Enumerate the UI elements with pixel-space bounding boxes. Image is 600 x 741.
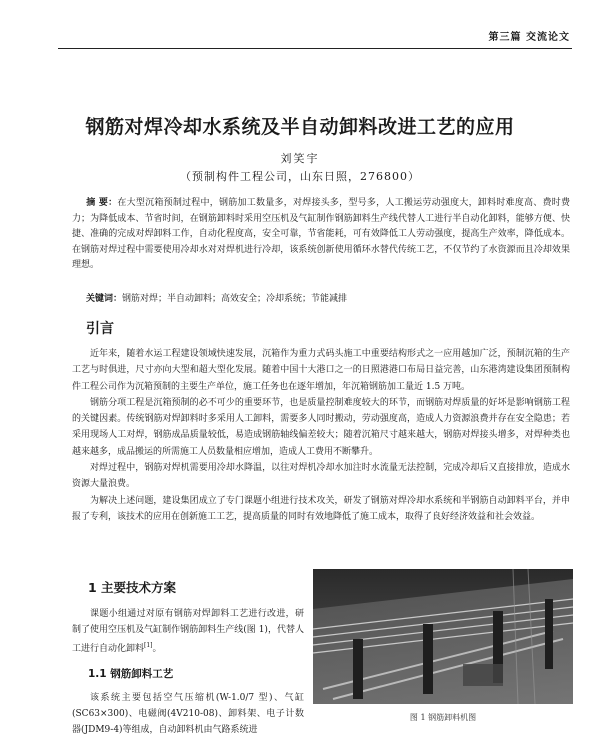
paper-title: 钢筋对焊冷却水系统及半自动卸料改进工艺的应用 [85,116,515,138]
abstract-text: 在大型沉箱预制过程中，钢筋加工数量多，对焊接头多，型号多，人工搬运劳动强度大，卸料时难度高、费时费力；为降低成本、节省时间，在钢筋卸料时采用空压机及气缸制作钢筋卸料生产线代替人工进行半自动化卸料，能够方便、快捷、准确的完成对焊卸料工作，自动化程度高，安全可靠，节省能耗，可有效降低工人劳动强度，提高生产效率，降低成本。在钢筋对焊过程中需要使用冷却水对对焊机进行冷却，该系统创新使用循环水替代传统工艺，不仅节约了水资源而且冷却效果理想。 [72,198,570,271]
keywords-text: 钢筋对焊；半自动卸料；高效安全；冷却系统；节能减排 [122,294,348,304]
intro-paragraph: 对焊过程中，钢筋对焊机需要用冷却水降温，以往对焊机冷却水加注时水流量无法控制，完成冷却后又直接排放，造成水资源大量浪费。 [72,463,570,490]
header-section-label: 第三篇 交流论文 [488,32,570,43]
author-affiliation: （预制构件工程公司，山东日照，276800） [180,170,420,183]
intro-heading: 引言 [86,321,114,337]
abstract-label: 摘 要： [86,198,118,208]
subsection-1-1-paragraph: 该系统主要包括空气压缩机(W-1.0/7 型)、气缸(SC63×300)、电磁阀(4V210-08)、卸料架、电子计数器(JDM9-4)等组成，自动卸料机由气路系统进 [72,693,304,736]
section-1-body [72,606,304,658]
keywords [86,292,570,307]
intro-paragraph: 近年来，随着水运工程建设领域快速发展，沉箱作为重力式码头施工中重要结构形式之一应用越加广泛，预制沉箱的生产工艺与时俱进，尺寸亦向大型和超大型化发展。随着中国十大港口之一的日照港港口布局日益完善，山东港湾建设集团预制构件工程公司作为沉箱预制的主要生产单位，施工任务也在逐年增加，年沉箱钢筋加工量近 1.5 万吨。 [72,349,570,392]
abstract [72,196,570,274]
section-1-end: 。 [152,644,162,655]
author-name: 刘笑宇 [280,152,320,165]
running-header [58,22,572,49]
figure-1-photo [313,569,573,704]
subsection-1-1-body [72,690,304,739]
subsection-1-1-heading: 1.1 钢筋卸料工艺 [88,668,174,680]
section-1-text: 课题小组通过对原有钢筋对焊卸料工艺进行改进，研制了使用空压机及气缸制作钢筋卸料生产线(图 1)，代替人工进行自动化卸料 [72,609,304,655]
citation-1[interactable]: [1] [144,642,153,650]
keywords-label: 关键词： [86,294,123,304]
section-1-heading: 1 主要技术方案 [88,580,177,595]
figure-1-caption: 图 1 钢筋卸料机图 [409,713,477,722]
unloading-machine-photo [313,569,573,704]
intro-paragraph: 为解决上述问题，建设集团成立了专门课题小组进行技术攻关，研发了钢筋对焊冷却水系统和半钢筋自动卸料平台，并申报了专利，该技术的应用在创新施工工艺，提高质量的同时有效地降低了施工成本，取得了良好经济效益和社会效益。 [72,495,570,522]
intro-body [72,346,570,525]
intro-paragraph: 钢筋分项工程是沉箱预制的必不可少的重要环节，也是质量控制难度较大的环节，而钢筋对焊质量的好坏是影响钢筋工程的关键因素。传统钢筋对焊卸料时多采用人工卸料，需要多人同时搬动，劳动强度高，造成人力资源浪费并存在安全隐患；若采用现场人工对焊，钢筋成品质量较低，易造成钢筋轴线偏差较大；随着沉箱尺寸越来越大，钢筋对焊接头增多，对焊种类也越来越多，成品搬运的所需施工人员数量相应增加，造成人工费用不断攀升。 [72,397,570,457]
section-1-paragraph [72,606,304,658]
